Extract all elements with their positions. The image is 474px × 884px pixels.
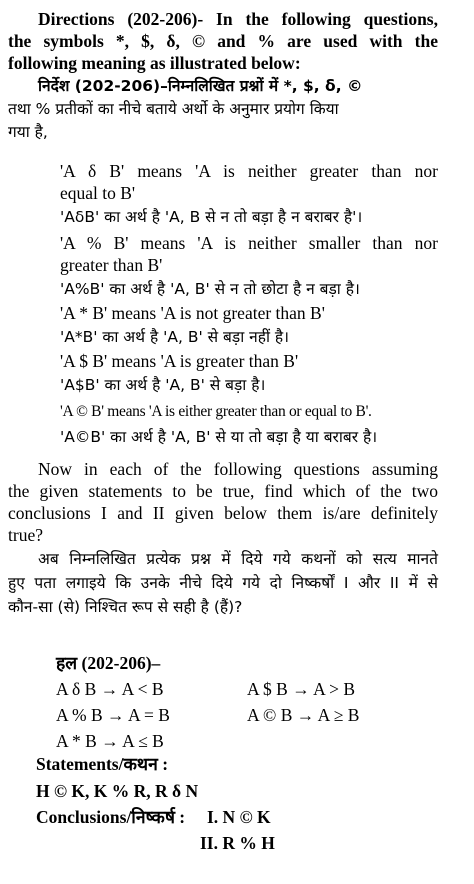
rule-delta: A δ B → A < B <box>56 679 164 699</box>
conclusion-1: I. N © K <box>207 807 271 827</box>
instruction-line-3: conclusions I and II given below them is/are definitely <box>8 503 438 523</box>
instruction-hindi-line-2: हुए पता लगाइये कि उनके नीचे दिये गये दो निष्कर्षों I और II में से <box>8 574 438 592</box>
instruction-hindi-line-1: अब निम्नलिखित प्रत्येक प्रश्न में दिये गये कथनों को सत्य मानते <box>38 550 438 568</box>
meaning-5-en: 'A © B' means 'A is either greater than or equal to B'. <box>60 403 372 420</box>
meaning-3-hi: 'A*B' का अर्थ है 'A, B' से बड़ा नहीं है। <box>60 328 290 346</box>
meaning-1-en-line-1: 'A δ B' means 'A is neither greater than nor <box>60 161 438 181</box>
solution-heading: हल (202-206)– <box>56 653 161 673</box>
instruction-line-4: true? <box>8 525 43 545</box>
rule-percent: A % B → A = B <box>56 705 170 725</box>
meaning-1-hi: 'AδB' का अर्थ है 'A, B से न तो बड़ा है न बराबर है'। <box>60 208 363 226</box>
directions-hindi-line-1: निर्देश (202-206)–निम्नलिखित प्रश्नों में *, $, δ, © <box>38 77 363 95</box>
conclusions-label: Conclusions/निष्कर्ष : <box>36 807 186 827</box>
meaning-2-en-line-2: greater than B' <box>60 255 163 275</box>
meaning-1-en-line-2: equal to B' <box>60 183 136 203</box>
conclusion-2: II. R % H <box>200 833 275 853</box>
instruction-hindi-line-3: कौन-सा (से) निश्चित रूप से सही है (हैं)? <box>8 598 243 616</box>
directions-line-1: Directions (202-206)- In the following questions, <box>38 9 438 29</box>
meaning-4-hi: 'A$B' का अर्थ है 'A, B' से बड़ा है। <box>60 376 266 394</box>
meaning-4-en: 'A $ B' means 'A is greater than B' <box>60 351 299 371</box>
meaning-5-hi: 'A©B' का अर्थ है 'A, B' से या तो बड़ा है या बराबर है। <box>60 428 378 446</box>
rule-dollar: A $ B → A > B <box>247 679 356 699</box>
meaning-2-en-line-1: 'A % B' means 'A is neither smaller than nor <box>60 233 438 253</box>
directions-line-2: the symbols *, $, δ, © and % are used with the <box>8 31 438 51</box>
directions-hindi-line-3: गया है, <box>8 123 48 141</box>
instruction-line-2: the given statements to be true, find which of the two <box>8 481 438 501</box>
rule-star: A * B → A ≤ B <box>56 731 164 751</box>
statements-text: H © K, K % R, R δ N <box>36 781 199 801</box>
statements-label: Statements/कथन : <box>36 754 169 774</box>
meaning-3-en: 'A * B' means 'A is not greater than B' <box>60 303 325 323</box>
rule-copyright: A © B → A ≥ B <box>247 705 360 725</box>
meaning-2-hi: 'A%B' का अर्थ है 'A, B' से न तो छोटा है न बड़ा है। <box>60 280 360 298</box>
directions-line-3: following meaning as illustrated below: <box>8 53 301 73</box>
directions-hindi-line-2: तथा % प्रतीकों का नीचे बताये अर्थो के अनुमार प्रयोग किया <box>8 100 339 118</box>
instruction-line-1: Now in each of the following questions assuming <box>38 459 438 479</box>
